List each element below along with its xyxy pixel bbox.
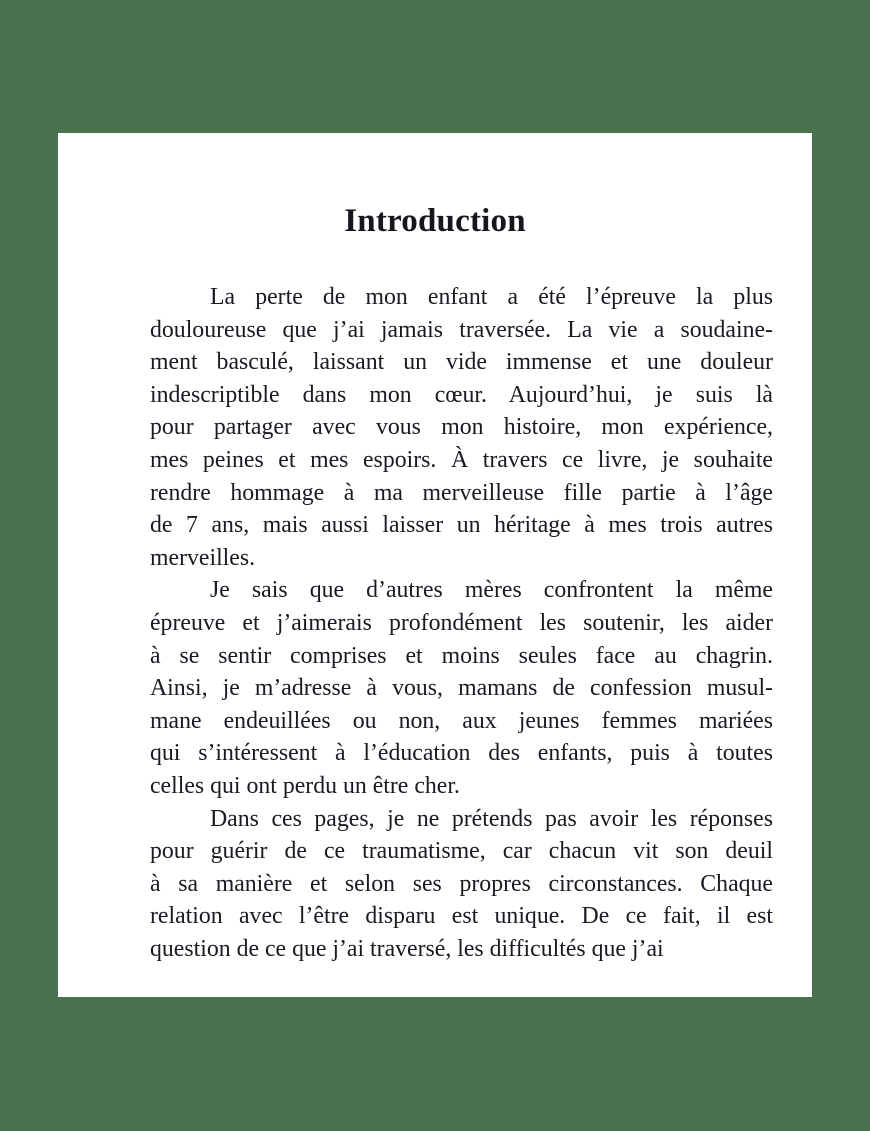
page-title: Introduction [344,203,526,240]
text-line: pour guérir de ce traumatisme, car chacun vit son deuil [150,838,773,865]
text-line: Je sais que d’autres mères confrontent la même [210,577,773,604]
body-text [150,281,773,965]
text-line: rendre hommage à ma merveilleuse fille partie à l’âge [150,479,773,506]
text-line: pour partager avec vous mon histoire, mon expérience, [150,414,773,441]
text-line: Dans ces pages, je ne prétends pas avoir les réponses [210,805,773,832]
text-line: celles qui ont perdu un être cher. [150,772,460,799]
paragraph-1 [150,281,773,574]
text-line: épreuve et j’aimerais profondément les soutenir, les aider [150,609,773,636]
text-line: mes peines et mes espoirs. À travers ce livre, je souhaite [150,446,773,473]
text-line: de 7 ans, mais aussi laisser un héritage à mes trois autres [150,512,773,539]
text-line: douloureuse que j’ai jamais traversée. La vie a soudaine- [150,316,773,343]
paragraph-3 [150,803,773,966]
text-line: merveilles. [150,544,256,571]
book-page [58,133,812,997]
paragraph-2 [150,574,773,802]
text-line: qui s’intéressent à l’éducation des enfants, puis à toutes [150,740,773,767]
text-line: ment basculé, laissant un vide immense et une douleur [150,349,773,376]
text-line: La perte de mon enfant a été l’épreuve la plus [210,284,773,310]
text-line: mane endeuillées ou non, aux jeunes femmes mariées [150,707,773,734]
text-line: à sa manière et selon ses propres circonstances. Chaque [150,870,773,897]
text-line: question de ce que j’ai traversé, les difficultés que j’ai [150,935,664,962]
text-line: à se sentir comprises et moins seules face au chagrin. [150,642,773,669]
text-line: relation avec l’être disparu est unique. De ce fait, il est [150,903,773,930]
text-line: Ainsi, je m’adresse à vous, mamans de confession musul- [150,675,773,702]
text-line: indescriptible dans mon cœur. Aujourd’hui, je suis là [150,381,773,408]
